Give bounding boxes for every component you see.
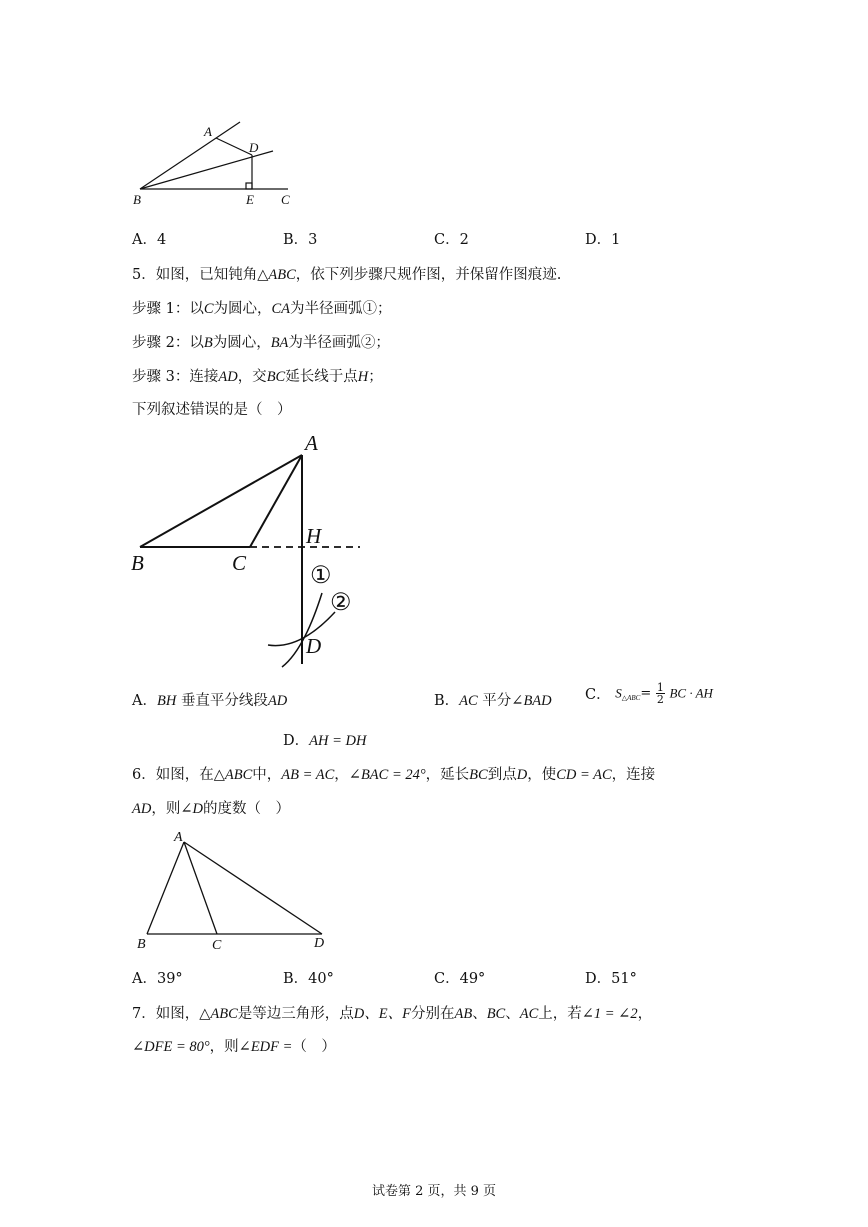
q7-l2-q: ∠EDF = bbox=[238, 1039, 293, 1055]
q6-l1-e: ，使 bbox=[527, 767, 557, 783]
fig5-label-arc2: ② bbox=[330, 590, 352, 616]
q6-l1-sep1: ， bbox=[334, 767, 349, 783]
q5-step3-c: 延长线于点 bbox=[285, 369, 358, 385]
q6-l1-angle: ∠BAC = 24° bbox=[348, 767, 426, 783]
q6-option-d[interactable]: D．51° bbox=[585, 971, 637, 987]
fig6-label-d: D bbox=[314, 936, 325, 951]
fig4-label-b: B bbox=[133, 192, 141, 207]
q6-l2-ad: AD bbox=[132, 801, 152, 817]
q7-l1-ac: AC bbox=[519, 1006, 539, 1022]
q5-step1-a: 步骤 1：以 bbox=[132, 301, 204, 317]
q6-l1-d: 到点 bbox=[487, 767, 517, 783]
q7-l1-c: 分别在 bbox=[410, 1006, 455, 1022]
q6-option-b[interactable]: B．40° bbox=[283, 971, 334, 987]
fig6-label-c: C bbox=[212, 938, 222, 953]
fig4-label-e: E bbox=[246, 192, 254, 207]
q5-option-b-angle: ∠BAD bbox=[511, 693, 552, 709]
q7-l2-angle: ∠DFE = 80° bbox=[132, 1039, 210, 1055]
q5-option-a[interactable] bbox=[132, 689, 287, 710]
fig4-line-ba bbox=[140, 122, 240, 189]
q5-step2-d: 为半径画弧②； bbox=[288, 335, 390, 351]
q5-step3-d: ； bbox=[368, 369, 383, 385]
fig6-line-ab bbox=[147, 842, 184, 934]
q5-step2-b: 为圆心， bbox=[212, 335, 271, 351]
q7-l1-sep1: 、 bbox=[472, 1006, 487, 1022]
fig5-label-h: H bbox=[306, 524, 322, 548]
q7-stem-line2 bbox=[132, 1035, 336, 1056]
fig5-label-arc1: ① bbox=[310, 563, 332, 589]
fig4-right-angle-mark bbox=[246, 183, 252, 189]
fig5-arc-2 bbox=[268, 612, 335, 646]
q6-l2-a: ，则 bbox=[151, 801, 181, 817]
q6-l2-angle: ∠D bbox=[180, 801, 203, 817]
q5-option-d-expr: AH = DH bbox=[309, 733, 367, 749]
fig6-line-ac bbox=[184, 842, 217, 934]
q4-option-c[interactable]: C．2 bbox=[434, 232, 469, 248]
q7-l1-eq: ∠1 = ∠2 bbox=[581, 1006, 638, 1022]
fig6-label-a: A bbox=[174, 830, 183, 845]
fig6-line-ad bbox=[184, 842, 322, 934]
q5-step3-bc: BC bbox=[266, 369, 286, 385]
q5-option-d-prefix: D． bbox=[283, 733, 310, 749]
q6-l1-a: 6．如图，在 bbox=[132, 767, 214, 783]
q5-step1-ca: CA bbox=[271, 301, 291, 317]
fig5-label-c: C bbox=[232, 551, 247, 575]
q6-stem-line2 bbox=[132, 797, 290, 818]
q6-l1-triangle: △ABC bbox=[213, 767, 253, 783]
q5-option-a-ad: AD bbox=[267, 693, 288, 709]
q5-step1-c: C bbox=[203, 301, 214, 317]
q4-option-d[interactable]: D．1 bbox=[585, 232, 621, 248]
q5-option-a-bh: BH bbox=[156, 693, 177, 709]
q5-step1-d: 为半径画弧①； bbox=[290, 301, 392, 317]
q5-option-c-rest: BC · AH bbox=[669, 685, 713, 701]
fig4-label-d: D bbox=[249, 140, 259, 155]
q5-option-a-mid: 垂直平分线段 bbox=[180, 693, 268, 709]
q7-l2-b: （ ） bbox=[292, 1039, 336, 1055]
q5-stem-triangle: △ABC bbox=[257, 267, 296, 283]
q5-step3-h: H bbox=[357, 369, 369, 385]
q7-l1-e: ， bbox=[637, 1006, 653, 1022]
q5-option-c-eq: = bbox=[640, 686, 652, 701]
q5-stem-prefix: 5．如图，已知钝角 bbox=[132, 267, 258, 283]
q6-l1-bc: BC bbox=[469, 767, 488, 783]
q5-option-c-s: S bbox=[615, 685, 622, 701]
q5-step2-b-point: B bbox=[203, 335, 213, 351]
fig5-arc-1 bbox=[282, 593, 322, 667]
q6-option-c[interactable]: C．49° bbox=[434, 971, 486, 987]
q5-stem bbox=[132, 263, 561, 284]
q7-l1-ab: AB bbox=[454, 1006, 473, 1022]
fig4-line-ad bbox=[216, 138, 252, 155]
fig6-label-b: B bbox=[137, 937, 146, 952]
q5-option-c-sub: △ABC bbox=[621, 693, 641, 702]
q5-option-c[interactable] bbox=[585, 682, 713, 705]
fig5-line-ca bbox=[250, 455, 302, 547]
q7-l1-sep2: 、 bbox=[505, 1006, 520, 1022]
q5-step1-b: 为圆心， bbox=[213, 301, 272, 317]
q5-option-d[interactable] bbox=[283, 729, 366, 750]
fig5-line-ba bbox=[140, 455, 302, 547]
q6-stem-line1 bbox=[132, 763, 655, 784]
q4-option-b[interactable]: B．3 bbox=[283, 232, 318, 248]
q4-option-a[interactable]: A．4 bbox=[132, 232, 167, 248]
q7-stem-line1 bbox=[132, 1002, 652, 1023]
page-footer: 试卷第 2 页，共 9 页 bbox=[371, 1184, 497, 1199]
fig4-label-a: A bbox=[204, 124, 212, 139]
q7-l2-a: ，则 bbox=[209, 1039, 239, 1055]
q6-l1-eq1: AB = AC bbox=[281, 767, 335, 783]
fig5-label-b: B bbox=[131, 551, 144, 575]
q7-l1-b: 是等边三角形，点 bbox=[237, 1006, 354, 1022]
q5-step2-a: 步骤 2：以 bbox=[132, 335, 204, 351]
q5-step2-ba: BA bbox=[270, 335, 289, 351]
q5-option-c-prefix: C． bbox=[585, 687, 611, 703]
q7-l1-a: 7．如图， bbox=[132, 1006, 200, 1022]
q7-l1-bc: BC bbox=[486, 1006, 506, 1022]
q7-l1-triangle: △ABC bbox=[199, 1006, 238, 1022]
q6-l2-b: 的度数（ ） bbox=[202, 801, 290, 817]
fig4-line-bd bbox=[140, 151, 273, 189]
q5-step3-ad: AD bbox=[218, 369, 238, 385]
q7-l1-pts: D、E、F bbox=[353, 1006, 411, 1022]
fig5-label-a: A bbox=[305, 431, 318, 455]
q6-l1-f: ，连接 bbox=[611, 767, 656, 783]
q5-question: 下列叙述错误的是（ ） bbox=[132, 402, 292, 418]
q5-step1 bbox=[132, 297, 392, 318]
q5-option-b-mid: 平分 bbox=[482, 693, 512, 709]
q5-option-c-fraction bbox=[656, 682, 665, 705]
q6-l1-c: ，延长 bbox=[425, 767, 470, 783]
fig5-label-d: D bbox=[306, 634, 322, 658]
q5-stem-suffix: ，依下列步骤尺规作图，并保留作图痕迹. bbox=[295, 267, 562, 283]
q5-step3 bbox=[132, 365, 383, 386]
q6-l1-b: 中， bbox=[252, 767, 282, 783]
q6-option-a[interactable]: A．39° bbox=[132, 971, 183, 987]
q5-option-c-num: 1 bbox=[656, 681, 664, 694]
fig4-label-c: C bbox=[281, 192, 290, 207]
q5-step2 bbox=[132, 331, 390, 352]
q5-option-b-prefix: B． bbox=[434, 693, 460, 709]
q5-step3-a: 步骤 3：连接 bbox=[132, 369, 219, 385]
q6-l1-eq2: CD = AC bbox=[556, 767, 612, 783]
q5-option-a-prefix: A． bbox=[132, 693, 157, 709]
q6-l1-pt: D bbox=[516, 767, 528, 783]
q5-step3-b: ，交 bbox=[237, 369, 267, 385]
q5-option-c-den: 2 bbox=[656, 693, 664, 706]
q5-option-b[interactable] bbox=[434, 689, 552, 710]
q5-option-b-ac: AC bbox=[459, 693, 478, 709]
q7-l1-d: 上，若 bbox=[538, 1006, 582, 1022]
